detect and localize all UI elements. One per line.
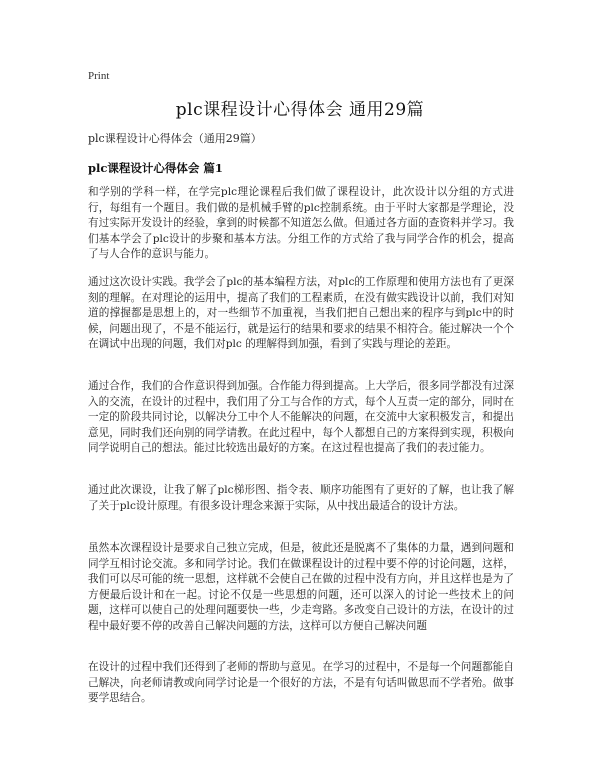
document-subtitle: plc课程设计心得体会（通用29篇） xyxy=(88,132,262,145)
print-label: Print xyxy=(88,70,110,82)
section-heading: plc课程设计心得体会 篇1 xyxy=(88,161,223,175)
paragraph-1: 和学别的学科一样，在学完plc理论课程后我们做了课程设计，此次设计以分组的方式进行，每组有一个题目。我们做的是机械手臂的plc控制系统。由于平时大家都是学理论，没有过实际开发设计的经验，拿到的时候都不知道怎么做。但通过各方面的查资料并学习。我们基本学会了plc设计的步聚和基本方法。分组工作的方式给了我与同学合作的机会，提高了与人合作的意识与能力。 xyxy=(88,186,514,260)
paragraph-2: 通过这次设计实践。我学会了plc的基本编程方法，对plc的工作原理和使用方法也有了更深刻的理解。在对理论的运用中，提高了我们的工程素质，在没有做实践设计以前，我们对知道的撑握都是思想上的，对一些细节不加重视，当我们把自己想出来的程序与到plc中的时候，问题出现了，不是不能运行，就是运行的结果和要求的结果不相符合。能过解决一个个在调试中出现的问题，我们对plc 的理解得到加强，看到了实践与理论的差距。 xyxy=(88,276,514,350)
paragraph-5: 虽然本次课程设计是要求自己独立完成，但是，彼此还是脱离不了集体的力量，遇到问题和同学互相讨论交流。多和同学讨论。我们在做课程设计的过程中要不停的讨论问题，这样，我们可以尽可能的统一思想，这样就不会使自己在做的过程中没有方向，并且这样也是为了方便最后设计和在一起。讨论不仅是一些思想的问题，还可以深入的讨论一些技术上的问题，这样可以使自己的处理问题要快一些，少走弯路。多改变自己设计的方法，在设计的过程中最好要不停的改善自己解决问题的方法，这样可以方便自己解决问题 xyxy=(88,542,514,632)
paragraph-6: 在设计的过程中我们还得到了老师的帮助与意见。在学习的过程中，不是每一个问题都能自己解决，向老师请教或向同学讨论是一个很好的方法，不是有句话叫做思而不学者殆。做事要学思结合。 xyxy=(88,661,514,704)
paragraph-4: 通过此次课设，让我了解了plc梯形图、指令表、顺序功能图有了更好的了解，也让我了解了关于plc设计原理。有很多设计理念来源于实际，从中找出最适合的设计方法。 xyxy=(88,484,514,512)
document-title: plc课程设计心得体会 通用29篇 xyxy=(175,100,425,120)
paragraph-3: 通过合作，我们的合作意识得到加强。合作能力得到提高。上大学后，很多同学都没有过深入的交流，在设计的过程中，我们用了分工与合作的方式，每个人互责一定的部分，同时在一定的阶段共同讨论，以解决分工中个人不能解决的问题，在交流中大家积极发言，和提出意见，同时我们还向别的同学请教。在此过程中，每个人都想自己的方案得到实现，积极向同学说明自己的想法。能过比较选出最好的方案。在这过程也提高了我们的表过能力。 xyxy=(88,380,514,454)
